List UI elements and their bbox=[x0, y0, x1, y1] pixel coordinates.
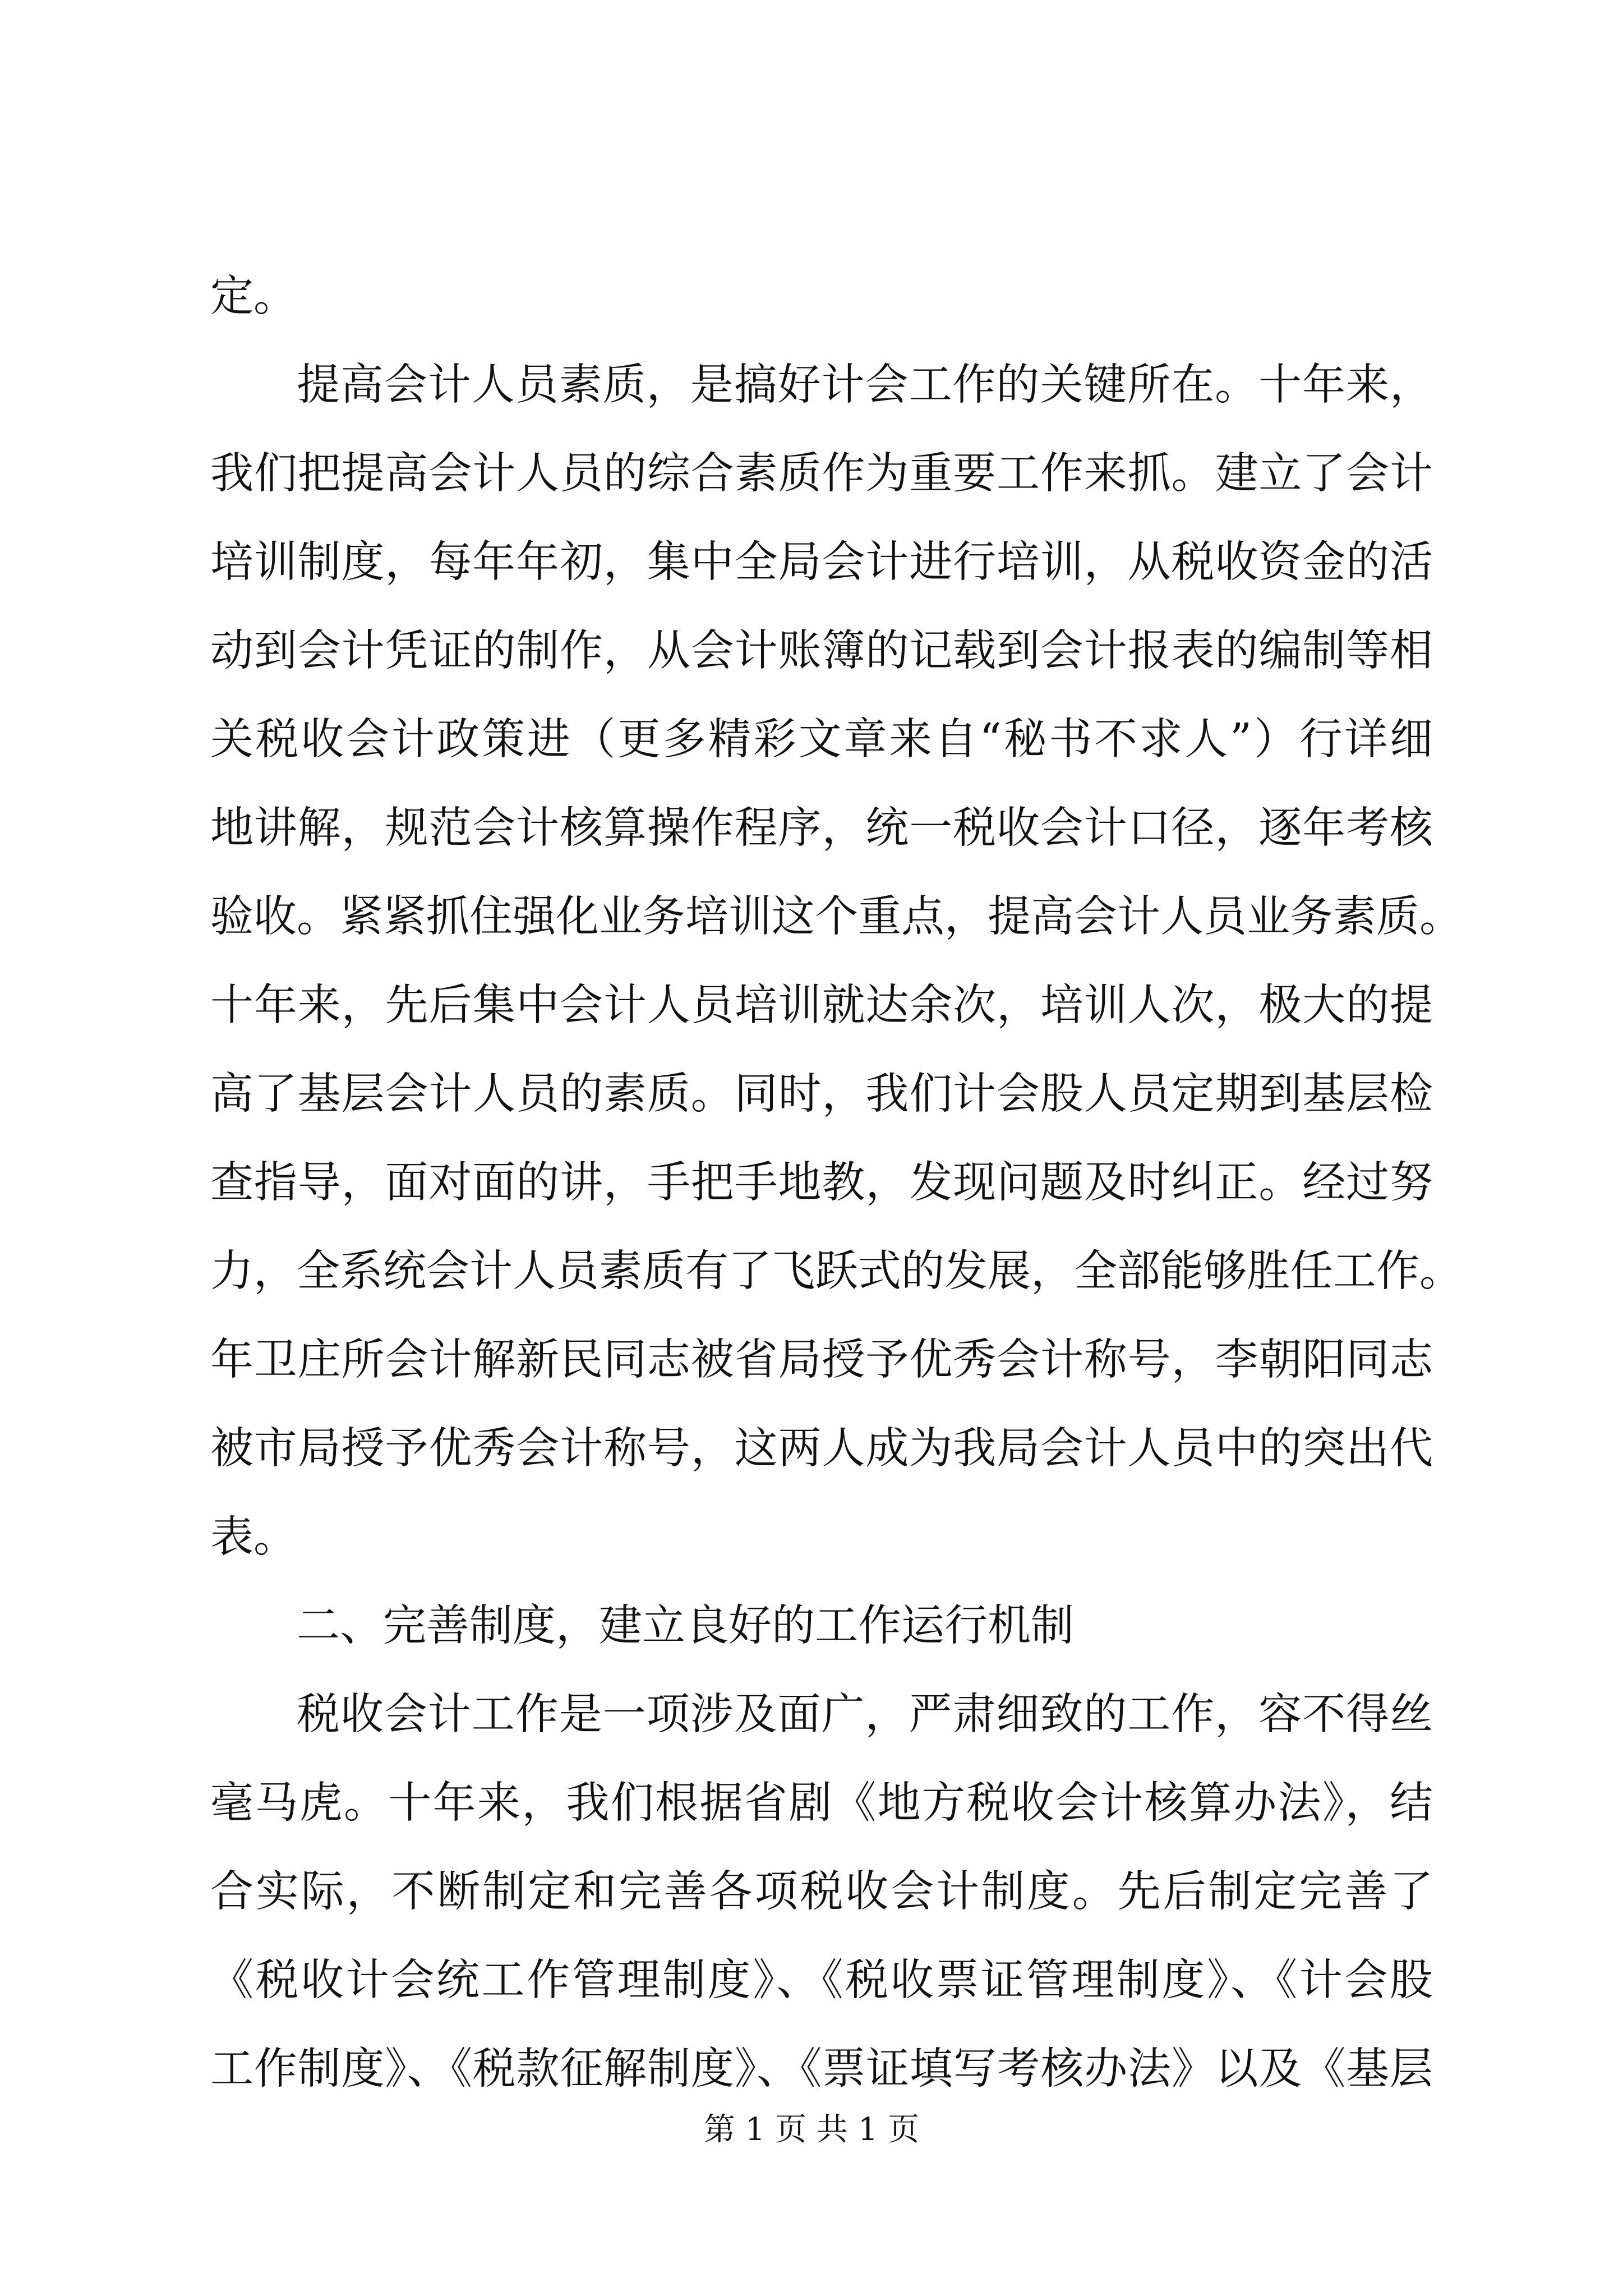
paragraph-first-line: 税收会计工作是一项涉及面广，严肃细致的工作，容不得丝 bbox=[297, 1690, 1433, 1740]
text-line: 毫马虎。十年来，我们根据省剧《地方税收会计核算办法》，结 bbox=[210, 1778, 1433, 1828]
text-line: 十年来，先后集中会计人员培训就达余次，培训人次，极大的提 bbox=[210, 981, 1433, 1030]
page-indicator: 第 1 页 共 1 页 bbox=[703, 2111, 920, 2148]
body-text bbox=[210, 252, 1463, 2114]
text-line: 力，全系统会计人员素质有了飞跃式的发展，全部能够胜任工作。 bbox=[210, 1246, 1463, 1296]
section-heading: 二、完善制度，建立良好的工作运行机制 bbox=[297, 1601, 1074, 1651]
paragraph-first-line: 提高会计人员素质，是搞好计会工作的关键所在。十年来， bbox=[297, 360, 1433, 410]
text-line: 定。 bbox=[210, 272, 297, 321]
text-line: 我们把提高会计人员的综合素质作为重要工作来抓。建立了会计 bbox=[210, 449, 1433, 499]
text-line: 合实际，不断制定和完善各项税收会计制度。先后制定完善了 bbox=[210, 1867, 1433, 1917]
text-line: 关税收会计政策进（更多精彩文章来自“秘书不求人”）行详细 bbox=[210, 715, 1433, 765]
text-line: 培训制度，每年年初，集中全局会计进行培训，从税收资金的活 bbox=[210, 537, 1433, 587]
text-line: 被市局授予优秀会计称号，这两人成为我局会计人员中的突出代 bbox=[210, 1424, 1433, 1474]
page-footer bbox=[0, 2110, 1623, 2150]
text-line: 年卫庄所会计解新民同志被省局授予优秀会计称号，李朝阳同志 bbox=[210, 1335, 1433, 1385]
text-line: 动到会计凭证的制作，从会计账簿的记载到会计报表的编制等相 bbox=[210, 626, 1433, 676]
text-line: 高了基层会计人员的素质。同时，我们计会股人员定期到基层检 bbox=[210, 1069, 1433, 1119]
text-line: 查指导，面对面的讲，手把手地教，发现问题及时纠正。经过努 bbox=[210, 1158, 1433, 1208]
text-line: 表。 bbox=[210, 1512, 297, 1562]
text-line: 《税收计会统工作管理制度》、《税收票证管理制度》、《计会股 bbox=[210, 1955, 1433, 2005]
text-line: 验收。紧紧抓住强化业务培训这个重点，提高会计人员业务素质。 bbox=[210, 892, 1463, 942]
text-line: 工作制度》、《税款征解制度》、《票证填写考核办法》以及《基层 bbox=[210, 2044, 1433, 2094]
text-line: 地讲解，规范会计核算操作程序，统一税收会计口径，逐年考核 bbox=[210, 803, 1433, 853]
